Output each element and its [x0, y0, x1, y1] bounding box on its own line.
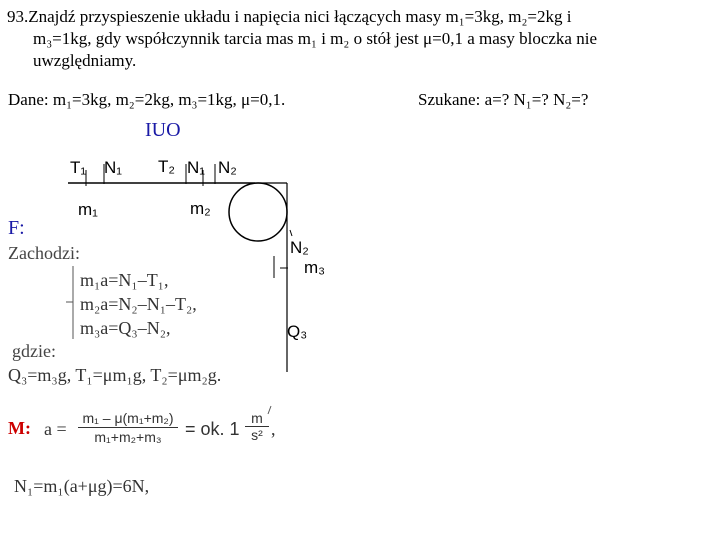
a-approx: = ok. 1: [185, 419, 240, 439]
equation-2: m₂a=N₂–N₁–T₂,: [80, 294, 197, 314]
label-m1: m₁: [78, 200, 98, 219]
label-m3: m₃: [304, 258, 326, 277]
forces-label: F:: [8, 217, 25, 239]
label-N1-right: N₁: [187, 158, 206, 177]
a-lhs: a =: [44, 419, 67, 439]
a-unit-num: m: [245, 410, 269, 427]
label-N2-top: N₂: [218, 158, 237, 177]
a-tail: ,: [271, 419, 276, 439]
equation-1: m₁a=N₁–T₁,: [80, 270, 169, 290]
gdzie-label: gdzie:: [12, 341, 56, 361]
sought-data: Szukane: a=? N₁=? N₂=?: [418, 90, 589, 109]
a-unit: [245, 410, 269, 443]
label-N2-right: N₂: [290, 238, 309, 257]
problem-line-3: uwzględniamy.: [33, 51, 137, 70]
label-N1-left: N₁: [104, 158, 123, 177]
math-label: M:: [8, 418, 31, 438]
label-T2: T₂: [158, 157, 175, 176]
problem-line-1: 93.Znajdź przyspieszenie układu i napięcia nici łączących masy m₁=3kg, m₂=2kg i: [7, 7, 572, 26]
label-m2: m₂: [190, 199, 211, 218]
pulley: [229, 183, 287, 241]
a-fraction: [78, 410, 178, 445]
given-data: Dane: m₁=3kg, m₂=2kg, m₃=1kg, μ=0,1.: [8, 90, 286, 109]
a-denominator: m₁+m₂+m₃: [94, 429, 162, 445]
a-unit-den: s²: [251, 427, 263, 443]
equation-3: m₃a=Q₃–N₂,: [80, 318, 171, 338]
zachodzi-label: Zachodzi:: [8, 243, 80, 263]
label-T1: T₁: [70, 158, 87, 177]
problem-line-2: m₃=1kg, gdy współczynnik tarcia mas m₁ i m₂ o stół jest μ=0,1 a masy bloczka nie: [33, 29, 597, 48]
iuo-label: IUO: [145, 119, 181, 141]
label-Q3: Q₃: [287, 322, 308, 341]
a-numerator: m₁ – μ(m₁+m₂): [78, 410, 178, 428]
definitions-line: Q₃=m₃g, T₁=μm₁g, T₂=μm₂g.: [8, 365, 222, 385]
n1-result: N₁=m₁(a+μg)=6N,: [14, 476, 150, 496]
